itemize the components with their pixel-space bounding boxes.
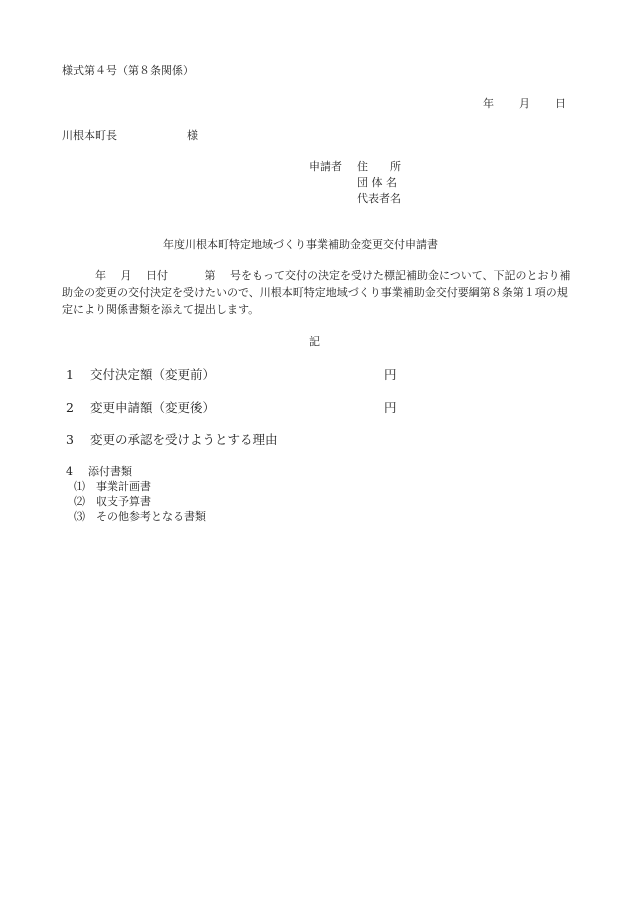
attachment-item — [74, 479, 151, 494]
section-label: 変更の承認を受けようとする理由 — [90, 432, 278, 447]
attachment-item — [74, 494, 151, 509]
representative-label: 代表者名 — [357, 192, 401, 205]
section-number: 4 — [66, 465, 73, 478]
date-year: 年 — [483, 97, 494, 110]
attachment-label: 収支予算書 — [96, 495, 151, 508]
section-number: 2 — [66, 400, 74, 415]
attachment-number: ⑴ — [74, 480, 85, 493]
section-1-unit: 円 — [384, 367, 397, 382]
applicant-label: 申請者 — [309, 160, 342, 173]
section-label: 変更申請額（変更後） — [90, 400, 216, 415]
date-day: 日 — [555, 97, 566, 110]
section-number: 1 — [66, 367, 74, 382]
section-number: 3 — [66, 432, 74, 447]
addressee: 川根本町長 — [62, 129, 117, 142]
section-2 — [66, 400, 215, 415]
attachment-number: ⑶ — [74, 510, 85, 523]
honorific: 様 — [187, 129, 198, 142]
document-title: 年度川根本町特定地域づくり事業補助金変更交付申請書 — [163, 238, 438, 251]
section-2-unit: 円 — [384, 400, 397, 415]
ki-heading: 記 — [309, 335, 320, 348]
section-label: 交付決定額（変更前） — [90, 367, 216, 382]
section-3 — [66, 432, 278, 447]
attachment-label: その他参考となる書類 — [96, 510, 206, 523]
attachment-number: ⑵ — [74, 495, 85, 508]
form-number: 様式第４号（第８条関係） — [62, 64, 194, 77]
attachments-heading — [66, 464, 132, 479]
date-month: 月 — [519, 97, 530, 110]
section-1 — [66, 367, 215, 382]
org-name-label: 団 体 名 — [357, 176, 397, 189]
attachments-label: 添付書類 — [88, 465, 132, 478]
attachment-label: 事業計画書 — [96, 480, 151, 493]
attachment-item — [74, 509, 206, 524]
address-label: 住 所 — [357, 160, 401, 173]
body-paragraph: 年 月 日付 第 号をもって交付の決定を受けた標記補助金について、下記のとおり補助金の変更の交付決定を受けたいので、川根本町特定地域づくり事業補助金交付要綱第８条第１項の規定により関係書類を添えて提出します。 — [62, 269, 571, 316]
